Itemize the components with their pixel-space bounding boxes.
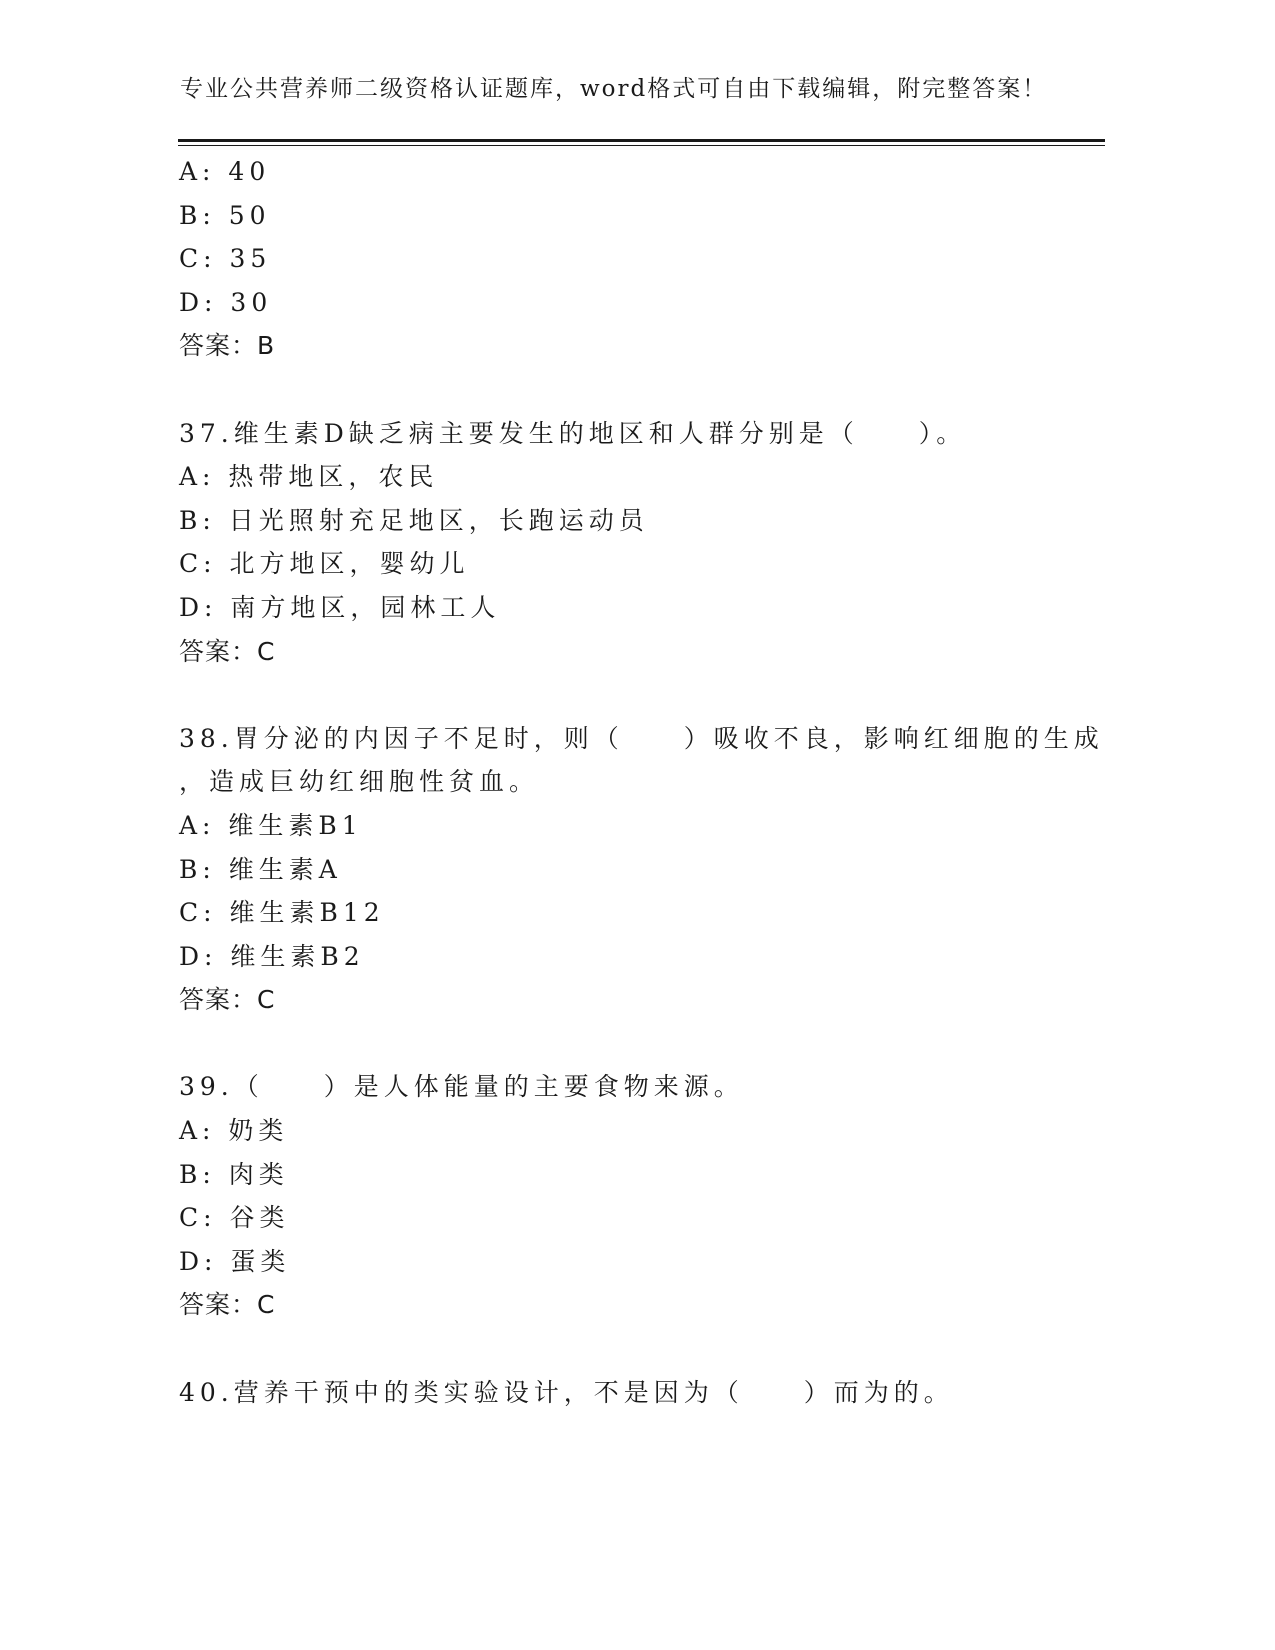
question-stem: 40.营养干预中的类实验设计，不是因为（ ）而为的。	[179, 1377, 954, 1407]
option-c: C: 北方地区，婴幼儿	[179, 549, 470, 579]
answer-line: 答案：C	[179, 985, 276, 1015]
option-c: C: 维生素B12	[179, 898, 385, 928]
question-36-continuation	[179, 150, 1109, 368]
option-c: C: 谷类	[179, 1203, 290, 1233]
option-c: C: 35	[179, 244, 272, 274]
question-38	[179, 717, 1109, 1022]
question-37	[179, 412, 1109, 674]
option-b: B: 维生素A	[179, 854, 342, 884]
option-b: B: 肉类	[179, 1159, 289, 1189]
question-stem: 39.（ ）是人体能量的主要食物来源。	[179, 1072, 744, 1102]
header-rule-thin	[178, 145, 1105, 146]
answer-line: 答案：B	[179, 331, 276, 361]
option-b: B: 50	[179, 200, 271, 230]
question-40	[179, 1371, 1109, 1415]
question-stem: 37.维生素D缺乏病主要发生的地区和人群分别是（ ）。	[179, 418, 967, 448]
option-a: A: 40	[179, 157, 271, 186]
question-stem-continued: ，造成巨幼红细胞性贫血。	[179, 767, 540, 797]
question-stem: 38.胃分泌的内因子不足时，则（ ）吸收不良，影响红细胞的生成	[179, 723, 1104, 753]
option-d: D: 蛋类	[179, 1246, 291, 1276]
option-a: A: 奶类	[179, 1116, 289, 1146]
header-rule-thick	[178, 139, 1105, 142]
option-d: D: 维生素B2	[179, 941, 365, 971]
option-a: A: 热带地区，农民	[179, 462, 439, 492]
answer-line: 答案：C	[179, 636, 276, 666]
option-d: D: 30	[179, 287, 273, 317]
answer-line: 答案：C	[179, 1290, 276, 1320]
document-body	[179, 150, 1109, 1414]
option-b: B: 日光照射充足地区，长跑运动员	[179, 505, 649, 535]
page-header: 专业公共营养师二级资格认证题库，word格式可自由下载编辑，附完整答案！	[180, 76, 1048, 102]
question-39	[179, 1065, 1109, 1327]
option-a: A: 维生素B1	[179, 810, 363, 840]
option-d: D: 南方地区，园林工人	[179, 592, 501, 622]
